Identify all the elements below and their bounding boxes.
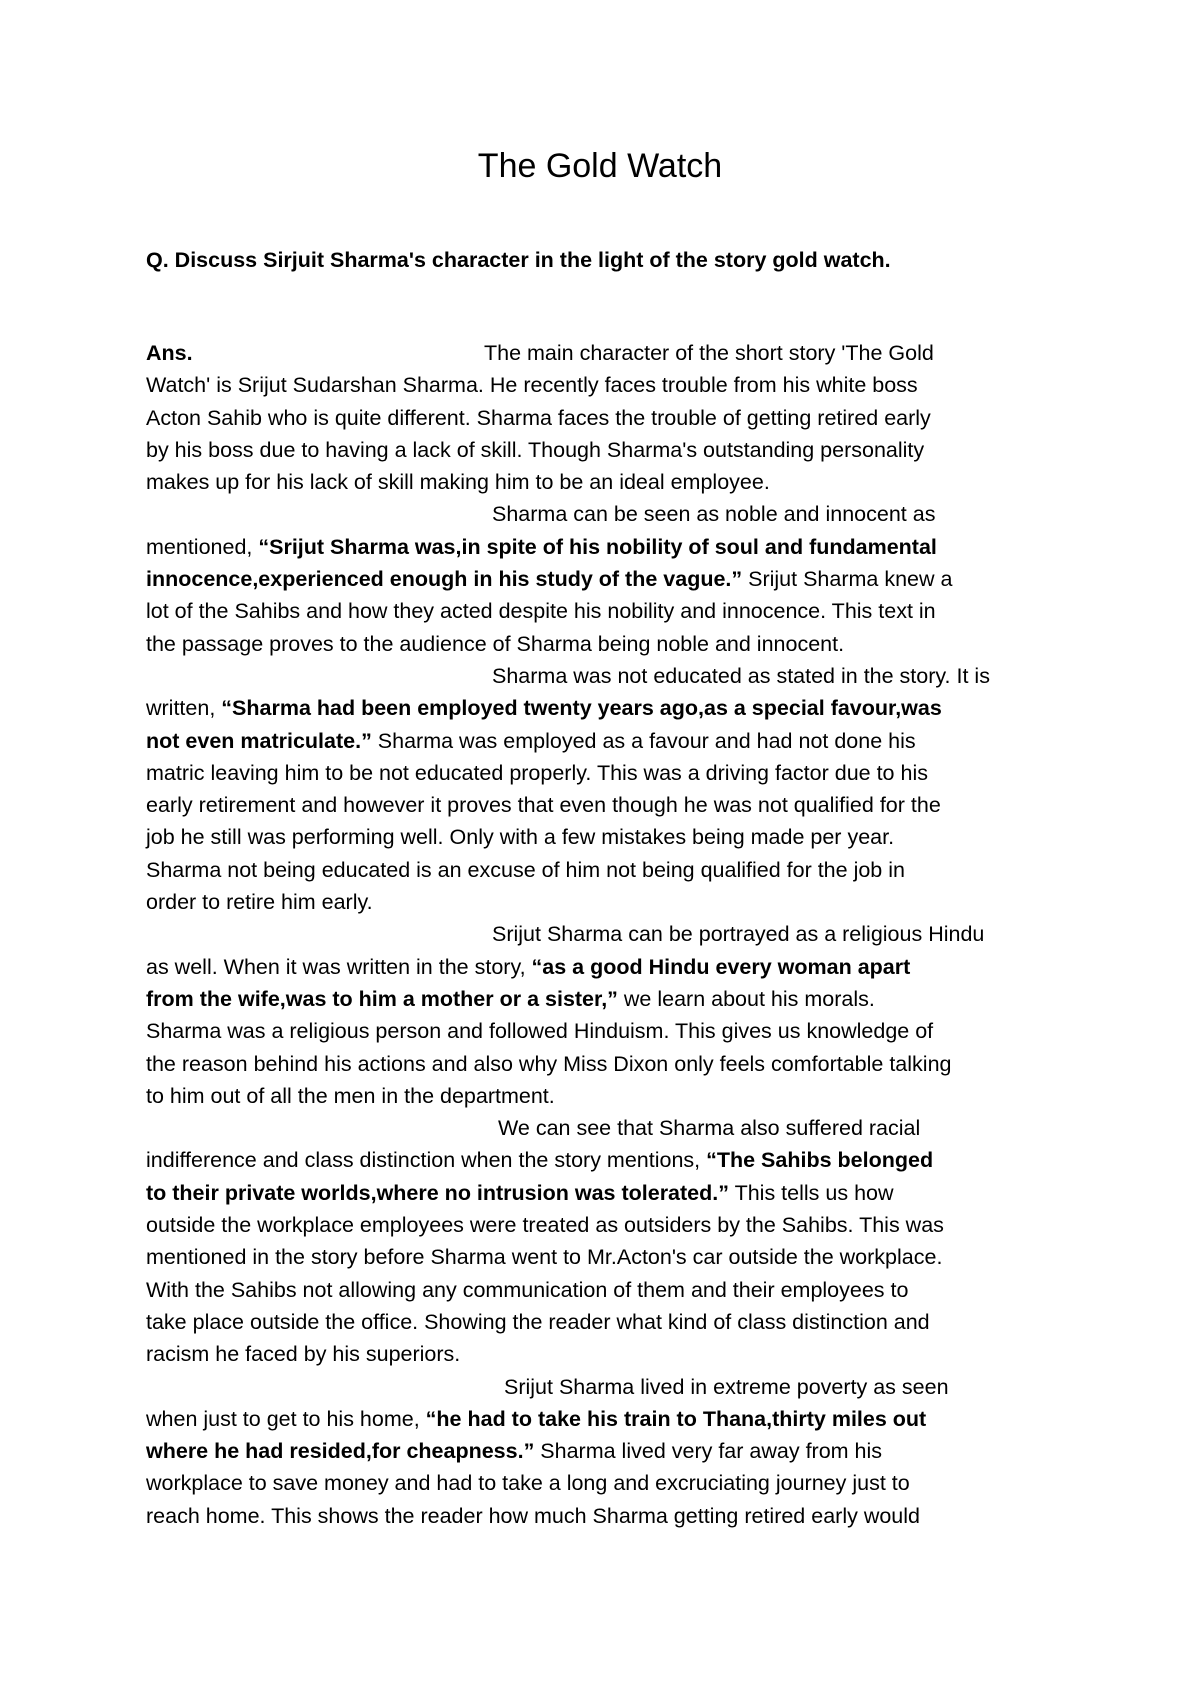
answer-line (146, 402, 1076, 434)
answer-text: by his boss due to having a lack of skill. Though Sharma's outstanding personality (146, 437, 925, 462)
answer-text: matric leaving him to be not educated properly. This was a driving factor due to his (146, 760, 928, 785)
quote-text: not even matriculate.” (146, 728, 372, 753)
answer-text: lot of the Sahibs and how they acted despite his nobility and innocence. This text in (146, 599, 936, 624)
answer-line (146, 1112, 1076, 1144)
answer-text: Watch' is Srijut Sudarshan Sharma. He recently faces trouble from his white boss (146, 373, 918, 398)
answer-line (146, 725, 1076, 757)
answer-text: Srijut Sharma can be portrayed as a religious Hindu (492, 922, 985, 947)
answer-line (146, 886, 1076, 918)
answer-line (146, 1338, 1076, 1370)
answer-line (146, 531, 1076, 563)
answer-text: when just to get to his home, (146, 1406, 426, 1431)
answer-text: With the Sahibs not allowing any communication of them and their employees to (146, 1277, 909, 1302)
answer-text: job he still was performing well. Only with a few mistakes being made per year. (146, 825, 895, 850)
quote-text: where he had resided,for cheapness.” (146, 1439, 535, 1464)
quote-text: “Srijut Sharma was,in spite of his nobility of soul and fundamental (258, 534, 937, 559)
answer-text: reach home. This shows the reader how much Sharma getting retired early would (146, 1503, 920, 1528)
answer-line (146, 1241, 1076, 1273)
answer-line (146, 1371, 1076, 1403)
answer-text: Acton Sahib who is quite different. Sharma faces the trouble of getting retired early (146, 405, 931, 430)
answer-line (146, 983, 1076, 1015)
quote-text: to their private worlds,where no intrusion was tolerated.” (146, 1180, 729, 1205)
answer-line (146, 628, 1076, 660)
answer-line (146, 1048, 1076, 1080)
answer-text: order to retire him early. (146, 890, 373, 915)
quote-text: from the wife,was to him a mother or a sister,” (146, 986, 618, 1011)
answer-text: We can see that Sharma also suffered racial (498, 1116, 921, 1141)
answer-line (146, 789, 1076, 821)
answer-line (146, 1467, 1076, 1499)
answer-text: written, (146, 696, 222, 721)
quote-text: innocence,experienced enough in his study of the vague.” (146, 567, 743, 592)
answer-text: early retirement and however it proves that even though he was not qualified for the (146, 793, 941, 818)
answer-line (146, 1209, 1076, 1241)
answer-line (146, 918, 1076, 950)
answer-text: Sharma was employed as a favour and had not done his (371, 728, 916, 753)
answer-line (146, 498, 1076, 530)
answer-line (146, 466, 1076, 498)
answer-line (146, 951, 1076, 983)
answer-text: Srijut Sharma lived in extreme poverty as seen (504, 1374, 949, 1399)
answer-text: Srijut Sharma knew a (742, 567, 953, 592)
answer-line (146, 1015, 1076, 1047)
answer-line (146, 369, 1076, 401)
answer-line (146, 821, 1076, 853)
quote-text: “Sharma had been employed twenty years ago,as a special favour,was (221, 696, 942, 721)
answer-text: mentioned in the story before Sharma went to Mr.Acton's car outside the workplace. (146, 1245, 943, 1270)
answer-line (146, 434, 1076, 466)
answer-line (146, 757, 1076, 789)
answer-line (146, 1274, 1076, 1306)
answer-text: makes up for his lack of skill making him to be an ideal employee. (146, 470, 770, 495)
answer-text: Sharma lived very far away from his (534, 1439, 883, 1464)
answer-text: take place outside the office. Showing the reader what kind of class distinction and (146, 1309, 930, 1334)
answer-text: Sharma was not educated as stated in the story. It is (492, 663, 990, 688)
answer-text: The main character of the short story 'The Gold (484, 341, 934, 365)
answer-text: racism he faced by his superiors. (146, 1342, 461, 1367)
answer-text: Sharma not being educated is an excuse of him not being qualified for the job in (146, 857, 905, 882)
answer-line (146, 595, 1076, 627)
answer-line (146, 1306, 1076, 1338)
answer-text: outside the workplace employees were treated as outsiders by the Sahibs. This was (146, 1213, 944, 1238)
answer-line (146, 563, 1076, 595)
answer-text: as well. When it was written in the story, (146, 954, 532, 979)
answer-line (146, 1500, 1076, 1532)
answer-text: mentioned, (146, 534, 259, 559)
answer-text: the reason behind his actions and also why Miss Dixon only feels comfortable talking (146, 1051, 952, 1076)
answer-text: This tells us how (729, 1180, 894, 1205)
answer-line (146, 692, 1076, 724)
answer-label: Ans. (146, 341, 193, 365)
answer-text: workplace to save money and had to take a long and excruciating journey just to (146, 1471, 910, 1496)
document-title: The Gold Watch (477, 147, 723, 185)
quote-text: “as a good Hindu every woman apart (531, 954, 911, 979)
answer-text: the passage proves to the audience of Sharma being noble and innocent. (146, 631, 845, 656)
answer-text: Sharma can be seen as noble and innocent as (492, 502, 936, 527)
answer-text: to him out of all the men in the department. (146, 1083, 555, 1108)
answer-text: we learn about his morals. (617, 986, 875, 1011)
answer-text: Sharma was a religious person and followed Hinduism. This gives us knowledge of (146, 1019, 934, 1044)
answer-line (146, 337, 1076, 369)
answer-body (146, 337, 1076, 1532)
answer-line (146, 660, 1076, 692)
answer-line (146, 1177, 1076, 1209)
answer-line (146, 1435, 1076, 1467)
answer-line (146, 1080, 1076, 1112)
quote-text: “The Sahibs belonged (706, 1148, 934, 1173)
answer-line (146, 854, 1076, 886)
quote-text: “he had to take his train to Thana,thirty miles out (425, 1406, 927, 1431)
answer-text: indifference and class distinction when the story mentions, (146, 1148, 707, 1173)
answer-line (146, 1144, 1076, 1176)
question-text: Q. Discuss Sirjuit Sharma's character in the light of the story gold watch. (146, 248, 891, 272)
answer-line (146, 1403, 1076, 1435)
